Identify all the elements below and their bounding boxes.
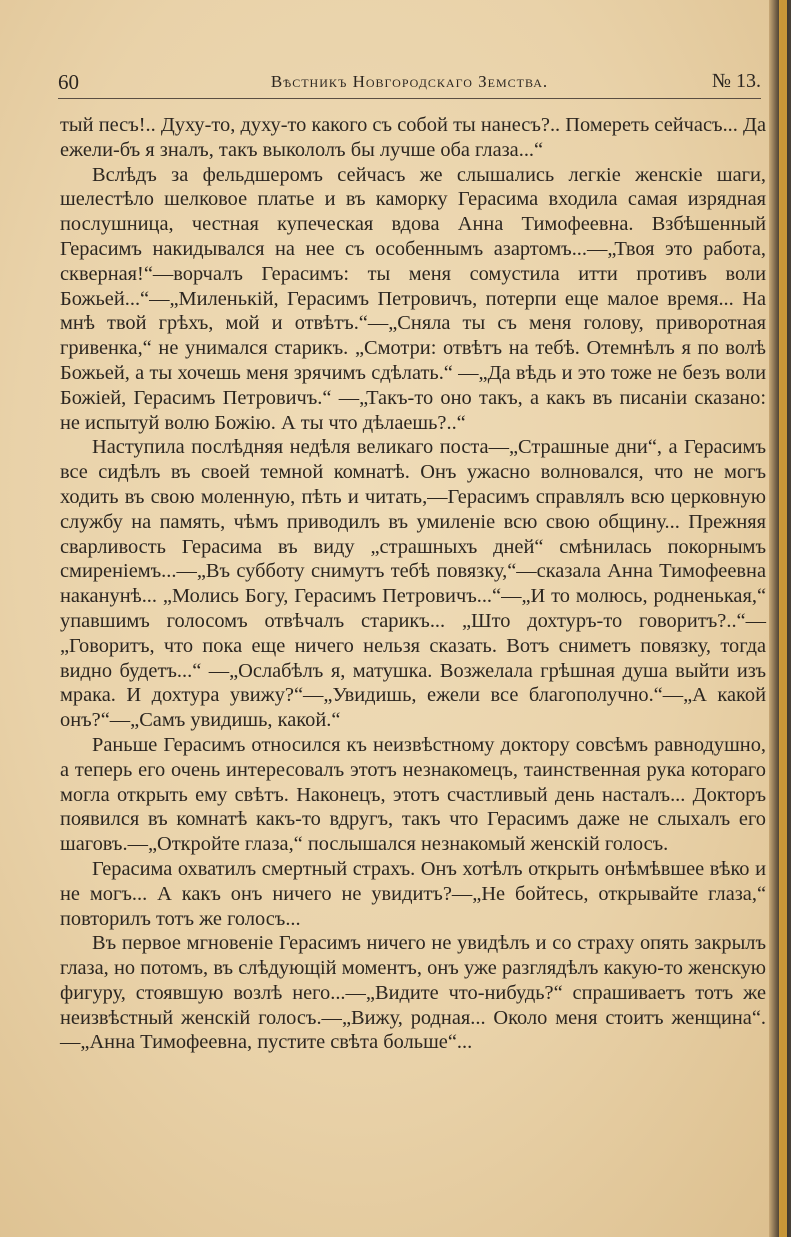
- page-header: [58, 68, 761, 99]
- paragraph-2: Вслѣдъ за фельдшеромъ сейчасъ же слышались легкіе женскіе шаги, шелестѣло шелковое платье и въ каморку Герасима входила самая изрядная послушница, честная купеческая вдова Анна Тимофеевна. Взбѣшенный Герасимъ накидывался на нее съ особеннымъ азартомъ...—„Твоя это работа, скверная!“—ворчалъ Герасимъ: ты меня сомустила итти противъ воли Божьей...“—„Миленькій, Герасимъ Петровичъ, потерпи еще малое время... На мнѣ твой грѣхъ, мой и отвѣтъ.“—„Сняла ты съ меня голову, приворотная гривенка,“ не унимался старикъ. „Смотри: отвѣтъ на тебѣ. Отемнѣлъ я по волѣ Божьей, а ты хочешь меня зрячимъ сдѣлать.“ —„Да вѣдь и это тоже не безъ воли Божіей, Герасимъ Петровичъ.“ —„Такъ-то оно такъ, а какъ въ писаніи сказано: не испытуй волю Божію. А ты что дѣлаешь?..“: [60, 163, 766, 434]
- issue-number: № 13.: [711, 70, 761, 92]
- paragraph-5: Герасима охватилъ смертный страхъ. Онъ хотѣлъ открыть онѣмѣвшее вѣко и не могъ... А какъ онъ ничего не увидитъ?—„Не бойтесь, открывайте глаза,“ повторилъ тотъ же голосъ...: [60, 857, 766, 930]
- spine-tape: [779, 0, 787, 1237]
- page-body: [60, 113, 766, 1055]
- paragraph-3: Наступила послѣдняя недѣля великаго поста—„Страшные дни“, а Герасимъ все сидѣлъ въ своей темной комнатѣ. Онъ ужасно волновался, что не могъ ходить въ свою моленную, пѣть и читать,—Герасимъ справлялъ всю церковную службу на память, чѣмъ приводилъ въ умиленіе всю свою общину... Прежняя сварливость Герасима въ виду „страшныхъ дней“ смѣнилась покорнымъ смиреніемъ...—„Въ субботу снимутъ тебѣ повязку,“—сказала Анна Тимофеевна наканунѣ... „Молись Богу, Герасимъ Петровичъ...“—„И то молюсь, родненькая,“ упавшимъ голосомъ отвѣчалъ старикъ... „Што дохтуръ-то говоритъ?..“—„Говоритъ, что пока еще ничего нельзя сказать. Вотъ сниметъ повязку, тогда видно будетъ...“ —„Ослабѣлъ я, матушка. Возжелала грѣшная душа выйти изъ мрака. И дохтура увижу?“—„Увидишь, ежели все благополучно.“—„А какой онъ?“—„Самъ увидишь, какой.“: [60, 436, 766, 732]
- paragraph-1: тый песъ!.. Духу-то, духу-то какого съ собой ты нанесъ?.. Помереть сейчасъ... Да ежели-бъ я зналъ, такъ выкололъ бы лучше оба глаза...“: [60, 114, 766, 161]
- paragraph-6: Въ первое мгновеніе Герасимъ ничего не увидѣлъ и со страху опять закрылъ глаза, но потомъ, въ слѣдующій моментъ, онъ уже разглядѣлъ какую-то женскую фигуру, стоявшую возлѣ него...—„Видите что-нибудь?“ спрашиваетъ тотъ же неизвѣстный женскій голосъ.—„Вижу, родная... Около меня стоитъ женщина“.—„Анна Тимофеевна, пустите свѣта больше“...: [60, 932, 766, 1054]
- paragraph-4: Раньше Герасимъ относился къ неизвѣстному доктору совсѣмъ равнодушно, а теперь его очень интересовалъ этотъ незнакомецъ, таинственная рука котораго могла открыть ему свѣтъ. Наконецъ, этотъ счастливый день насталъ... Докторъ появился въ комнатѣ какъ-то вдругъ, такъ что Герасимъ даже не слыхалъ его шаговъ.—„Откройте глаза,“ послышался незнакомый женскій голосъ.: [60, 733, 766, 856]
- running-title: Вѣстникъ Новгородскаго Земства.: [270, 72, 549, 91]
- page-number: 60: [58, 70, 79, 94]
